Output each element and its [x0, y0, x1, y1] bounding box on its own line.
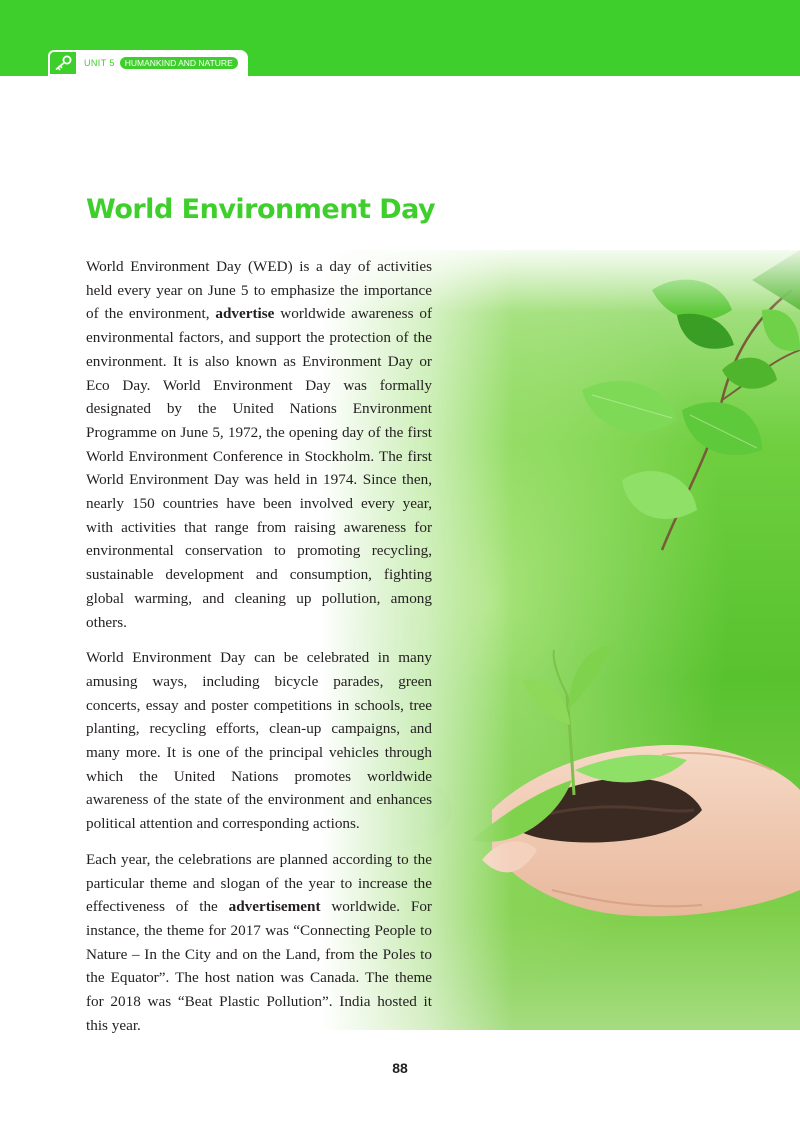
article-body [86, 255, 432, 1050]
paragraph-2: World Environment Day can be celebrated in many amusing ways, including bicycle parades, green concerts, essay and poster competitions in schools, tree planting, recycling efforts, clean-up campaigns, and many more. It is one of the principal vehicles through which the United Nations promotes worldwide awareness of the state of the environment and enhances political attention and corresponding actions. [86, 649, 432, 833]
unit-title: HUMANKIND AND NATURE [120, 57, 238, 69]
page-title: World Environment Day [86, 194, 436, 225]
keyword-advertisement: advertisement [228, 898, 321, 916]
paragraph-3-end: worldwide. For instance, the theme for 2017 was “Connecting People to Nature – In the City and on the Land, from the Poles to the Equator”. The host nation was Canada. The theme for 2018 was “Beat Plastic Pollution”. India hosted it this year. [86, 898, 432, 1034]
key-icon [48, 50, 78, 76]
paragraph-3 [86, 848, 432, 1038]
page-number: 88 [392, 1060, 408, 1076]
keyword-advertise: advertise [215, 305, 275, 323]
paragraph-1-start: World Environment Day (WED) is a day of activities held every year on June 5 to emphasize the importance of the environment, [86, 258, 432, 323]
paragraph-3-start: Each year, the celebrations are planned according to the particular theme and slogan of the year to increase the effectiveness of the [86, 850, 432, 916]
unit-tab [48, 50, 248, 76]
unit-label: UNIT 5 [84, 58, 115, 68]
paragraph-1 [86, 255, 432, 634]
paragraph-1-end: worldwide awareness of environmental factors, and support the protection of the environment. It is also known as Environment Day or Eco Day. World Environment Day was formally designated by the United Nations Environment Programme on June 5, 1972, the opening day of the first World Environment Conference in Stockholm. The first World Environment Day was held in 1974. Since then, nearly 150 countries have been involved every year, with activities that range from raising awareness for environmental conservation to promoting recycling, sustainable development and consumption, fighting global warming, and cleaning up pollution, among others. [86, 305, 433, 631]
